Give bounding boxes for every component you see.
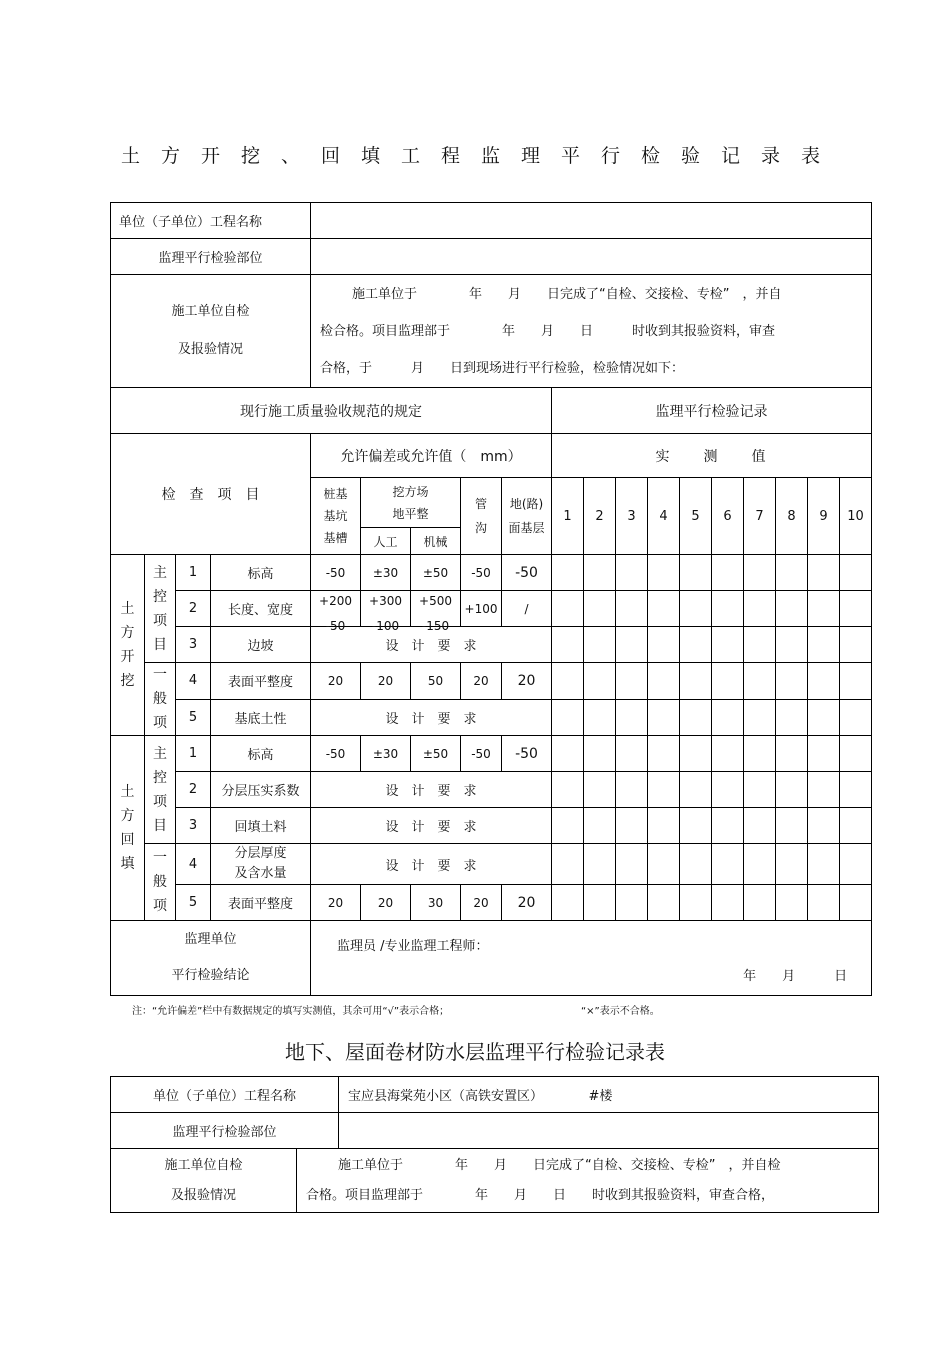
row-name: 回填土料 xyxy=(211,808,311,844)
measure-cell[interactable] xyxy=(648,844,680,885)
design-requirement: 设 计 要 求 xyxy=(311,699,552,736)
measure-cell[interactable] xyxy=(712,736,744,772)
supervisor-label: 监理员 /专业监理工程师： xyxy=(337,939,489,954)
measure-col-6: 6 xyxy=(712,478,744,555)
measure-cell[interactable] xyxy=(744,844,776,885)
form2-title: 地下、屋面卷材防水层监理平行检验记录表 xyxy=(285,1040,665,1064)
measure-cell[interactable] xyxy=(712,627,744,663)
value-cell: 20 xyxy=(311,885,361,921)
measure-cell[interactable] xyxy=(712,808,744,844)
measure-cell[interactable] xyxy=(712,663,744,700)
measure-cell[interactable] xyxy=(584,808,616,844)
tolerance-header: 允许偏差或允许值（ mm） xyxy=(311,434,552,478)
inspection-part-label: 监理平行检验部位 xyxy=(111,239,311,275)
row-no: 1 xyxy=(176,736,211,772)
measure-cell[interactable] xyxy=(808,627,840,663)
measure-cell[interactable] xyxy=(840,663,872,700)
check-item-header: 检 查 项 目 xyxy=(111,434,311,555)
note-part-2: “×”表示不合格。 xyxy=(581,1006,660,1017)
measure-cell[interactable] xyxy=(808,699,840,736)
measure-cell[interactable] xyxy=(840,808,872,844)
measure-cell[interactable] xyxy=(616,736,648,772)
note-part-1: 注：“允许偏差”栏中有数据规定的填写实测值，其余可用“√”表示合格； xyxy=(132,1006,450,1017)
measure-cell[interactable] xyxy=(648,591,680,627)
measure-cell[interactable] xyxy=(808,885,840,921)
measure-cell[interactable] xyxy=(616,808,648,844)
excavation-main-control: 主 控 项 目 xyxy=(145,555,176,663)
measure-cell[interactable] xyxy=(584,627,616,663)
manual-header: 人工 xyxy=(361,528,411,555)
value-cell: 20 xyxy=(502,885,552,921)
measure-cell[interactable] xyxy=(616,627,648,663)
measure-cell[interactable] xyxy=(840,885,872,921)
measure-cell[interactable] xyxy=(712,555,744,591)
measure-col-1: 1 xyxy=(552,478,584,555)
measure-cell[interactable] xyxy=(744,591,776,627)
self-check-line-1: 施工单位于 年 月 日完成了“自检、交接检、专检” ，并自 xyxy=(352,286,782,302)
measure-cell[interactable] xyxy=(840,844,872,885)
value-cell: +100 xyxy=(461,591,502,627)
measure-cell[interactable] xyxy=(680,627,712,663)
backfill-group: 土 方 回 填 xyxy=(111,736,145,921)
self-check-label xyxy=(111,275,311,388)
self-check-label-2-2: 及报验情况 xyxy=(170,1187,236,1203)
unit-project-label: 单位（子单位）工程名称 xyxy=(111,203,311,239)
inspection-part-label-2: 监理平行检验部位 xyxy=(111,1113,339,1149)
measure-cell[interactable] xyxy=(584,885,616,921)
measure-cell[interactable] xyxy=(840,591,872,627)
measure-cell[interactable] xyxy=(616,555,648,591)
excavation-group: 土 方 开 挖 xyxy=(111,555,145,736)
measure-cell[interactable] xyxy=(648,808,680,844)
row-no: 1 xyxy=(176,555,211,591)
measure-cell[interactable] xyxy=(552,808,584,844)
measure-cell[interactable] xyxy=(680,772,712,808)
row-name: 基底土性 xyxy=(211,699,311,736)
measure-cell[interactable] xyxy=(648,555,680,591)
form1-table xyxy=(110,202,872,996)
design-requirement: 设 计 要 求 xyxy=(311,772,552,808)
measure-cell[interactable] xyxy=(648,627,680,663)
measure-col-3: 3 xyxy=(616,478,648,555)
measure-cell[interactable] xyxy=(808,844,840,885)
measure-cell[interactable] xyxy=(616,772,648,808)
measure-cell[interactable] xyxy=(552,772,584,808)
measure-cell[interactable] xyxy=(648,663,680,700)
self-check-label-2: 及报验情况 xyxy=(178,342,244,357)
row-no: 5 xyxy=(176,699,211,736)
value-cell: 20 xyxy=(461,663,502,700)
measure-col-7: 7 xyxy=(744,478,776,555)
value-cell: -50 xyxy=(502,736,552,772)
pile-header: 桩基 基坑 基槽 xyxy=(311,478,361,555)
measure-col-5: 5 xyxy=(680,478,712,555)
measure-cell[interactable] xyxy=(680,885,712,921)
measure-cell[interactable] xyxy=(840,627,872,663)
value-cell: 20 xyxy=(502,663,552,700)
self-check-2-line-1: 施工单位于 年 月 日完成了“自检、交接检、专检” ，并自检 xyxy=(338,1157,781,1173)
design-requirement: 设 计 要 求 xyxy=(311,808,552,844)
measure-cell[interactable] xyxy=(616,591,648,627)
row-name: 分层压实系数 xyxy=(211,772,311,808)
self-check-text-2 xyxy=(297,1149,879,1213)
measure-cell[interactable] xyxy=(552,844,584,885)
value-cell: 20 xyxy=(311,663,361,700)
measure-cell[interactable] xyxy=(808,808,840,844)
measure-cell[interactable] xyxy=(552,885,584,921)
value-top: +200 xyxy=(319,594,352,608)
excavation-general: 一 般 项 xyxy=(145,663,176,736)
measure-cell[interactable] xyxy=(744,555,776,591)
row-no: 3 xyxy=(176,808,211,844)
design-requirement: 设 计 要 求 xyxy=(311,627,552,663)
value-cell: / xyxy=(502,591,552,627)
measure-cell[interactable] xyxy=(776,736,808,772)
measure-cell[interactable] xyxy=(616,885,648,921)
row-name: 标高 xyxy=(211,555,311,591)
measure-cell[interactable] xyxy=(840,555,872,591)
measure-cell[interactable] xyxy=(680,844,712,885)
conclusion-label-1: 监理单位 xyxy=(184,932,237,947)
measured-header: 实 测 值 xyxy=(552,434,872,478)
measure-cell[interactable] xyxy=(584,844,616,885)
backfill-main-control: 主 控 项 目 xyxy=(145,736,176,844)
measure-cell[interactable] xyxy=(680,555,712,591)
measure-cell[interactable] xyxy=(744,627,776,663)
value-cell: -50 xyxy=(461,555,502,591)
measure-cell[interactable] xyxy=(840,772,872,808)
measure-cell[interactable] xyxy=(712,844,744,885)
self-check-line-2: 检合格。项目监理部于 年 月 日 时收到其报验资料，审查 xyxy=(320,323,776,339)
unit-project-field[interactable] xyxy=(311,203,872,239)
row-name: 标高 xyxy=(211,736,311,772)
value-bottom: -150 xyxy=(421,619,450,633)
form2-table xyxy=(110,1076,879,1213)
inspection-part-field[interactable] xyxy=(311,239,872,275)
measure-cell[interactable] xyxy=(776,627,808,663)
measure-cell[interactable] xyxy=(840,736,872,772)
measure-cell[interactable] xyxy=(648,699,680,736)
measure-cell[interactable] xyxy=(584,772,616,808)
row-no: 3 xyxy=(176,627,211,663)
value-cell: -50 xyxy=(502,555,552,591)
value-cell: ±50 xyxy=(411,736,461,772)
measure-cell[interactable] xyxy=(776,699,808,736)
row-name: 表面平整度 xyxy=(211,885,311,921)
measure-cell[interactable] xyxy=(584,736,616,772)
unit-project-label-2: 单位（子单位）工程名称 xyxy=(111,1077,339,1113)
self-check-line-3: 合格，于 月 日到现场进行平行检验，检验情况如下： xyxy=(320,360,685,376)
measure-cell[interactable] xyxy=(680,808,712,844)
measure-cell[interactable] xyxy=(584,591,616,627)
conclusion-label-2: 平行检验结论 xyxy=(171,968,250,983)
row-no: 2 xyxy=(176,591,211,627)
measure-cell[interactable] xyxy=(744,808,776,844)
value-cell xyxy=(361,591,411,633)
measure-cell[interactable] xyxy=(776,555,808,591)
row-name: 边坡 xyxy=(211,627,311,663)
value-cell: -50 xyxy=(311,555,361,591)
measure-cell[interactable] xyxy=(680,663,712,700)
measure-col-9: 9 xyxy=(808,478,840,555)
measure-cell[interactable] xyxy=(776,885,808,921)
measure-col-8: 8 xyxy=(776,478,808,555)
design-requirement: 设 计 要 求 xyxy=(311,844,552,885)
value-bottom: -100 xyxy=(371,619,400,633)
value-cell: 50 xyxy=(411,663,461,700)
mechanical-header: 机械 xyxy=(411,528,461,555)
measure-cell[interactable] xyxy=(776,808,808,844)
measure-cell[interactable] xyxy=(808,736,840,772)
row-name: 表面平整度 xyxy=(211,663,311,700)
value-top: +500 xyxy=(419,594,452,608)
self-check-label-1: 施工单位自检 xyxy=(171,304,250,319)
measure-col-2: 2 xyxy=(584,478,616,555)
measure-cell[interactable] xyxy=(680,736,712,772)
measure-cell[interactable] xyxy=(552,699,584,736)
self-check-text xyxy=(311,275,872,388)
conclusion-date: 年 月 日 xyxy=(743,969,848,984)
row-no: 4 xyxy=(176,663,211,700)
value-top: +300 xyxy=(369,594,402,608)
measure-cell[interactable] xyxy=(808,555,840,591)
measure-cell[interactable] xyxy=(744,663,776,700)
conclusion-field[interactable] xyxy=(311,921,872,996)
row-no: 5 xyxy=(176,885,211,921)
self-check-label-2-1: 施工单位自检 xyxy=(164,1157,243,1173)
conclusion-label xyxy=(111,921,311,996)
inspection-part-field-2[interactable] xyxy=(339,1113,879,1149)
measure-cell[interactable] xyxy=(712,885,744,921)
value-cell: 20 xyxy=(361,885,411,921)
measure-col-10: 10 xyxy=(840,478,872,555)
measure-cell[interactable] xyxy=(616,699,648,736)
value-cell xyxy=(311,591,361,633)
measure-cell[interactable] xyxy=(584,555,616,591)
value-cell: ±50 xyxy=(411,555,461,591)
measure-cell[interactable] xyxy=(776,663,808,700)
backfill-general: 一 般 项 xyxy=(145,844,176,921)
ground-header: 地(路) 面基层 xyxy=(502,478,552,555)
measure-cell[interactable] xyxy=(648,772,680,808)
measure-cell[interactable] xyxy=(712,772,744,808)
row-no: 4 xyxy=(176,844,211,885)
measure-cell[interactable] xyxy=(808,772,840,808)
measure-cell[interactable] xyxy=(744,736,776,772)
value-cell: 20 xyxy=(461,885,502,921)
measure-cell[interactable] xyxy=(552,663,584,700)
measure-cell[interactable] xyxy=(776,591,808,627)
measure-cell[interactable] xyxy=(680,591,712,627)
value-cell: ±30 xyxy=(361,555,411,591)
value-cell: -50 xyxy=(311,736,361,772)
measure-cell[interactable] xyxy=(776,844,808,885)
measure-col-4: 4 xyxy=(648,478,680,555)
value-bottom: -50 xyxy=(325,619,346,633)
measure-cell[interactable] xyxy=(648,885,680,921)
unit-project-value-2[interactable]: 宝应县海棠苑小区（高铁安置区） #楼 xyxy=(339,1077,879,1113)
measure-cell[interactable] xyxy=(616,844,648,885)
measure-cell[interactable] xyxy=(776,772,808,808)
value-cell xyxy=(411,591,461,633)
row-name: 长度、宽度 xyxy=(211,591,311,627)
measure-cell[interactable] xyxy=(744,699,776,736)
value-cell: 20 xyxy=(361,663,411,700)
measure-cell[interactable] xyxy=(616,663,648,700)
value-cell: -50 xyxy=(461,736,502,772)
measure-cell[interactable] xyxy=(552,555,584,591)
measure-cell[interactable] xyxy=(552,627,584,663)
measure-cell[interactable] xyxy=(840,699,872,736)
value-cell: ±30 xyxy=(361,736,411,772)
row-no: 2 xyxy=(176,772,211,808)
measure-cell[interactable] xyxy=(744,772,776,808)
measure-cell[interactable] xyxy=(680,699,712,736)
form1-title: 土方开挖、回填工程监理平行检验记录表 xyxy=(120,145,841,167)
measure-cell[interactable] xyxy=(584,699,616,736)
measure-cell[interactable] xyxy=(712,699,744,736)
measure-cell[interactable] xyxy=(648,736,680,772)
spec-header: 现行施工质量验收规范的规定 xyxy=(111,388,552,434)
record-header: 监理平行检验记录 xyxy=(552,388,872,434)
pipe-header: 管 沟 xyxy=(461,478,502,555)
excavation-site-header: 挖方场 地平整 xyxy=(361,478,461,528)
row-name: 分层厚度 及含水量 xyxy=(211,844,311,885)
measure-cell[interactable] xyxy=(744,885,776,921)
measure-cell[interactable] xyxy=(584,663,616,700)
measure-cell[interactable] xyxy=(552,591,584,627)
measure-cell[interactable] xyxy=(712,591,744,627)
measure-cell[interactable] xyxy=(552,736,584,772)
self-check-2-line-2: 合格。项目监理部于 年 月 日 时收到其报验资料，审查合格， xyxy=(306,1187,775,1203)
measure-cell[interactable] xyxy=(808,591,840,627)
measure-cell[interactable] xyxy=(808,663,840,700)
value-cell: 30 xyxy=(411,885,461,921)
self-check-label-2 xyxy=(111,1149,297,1213)
